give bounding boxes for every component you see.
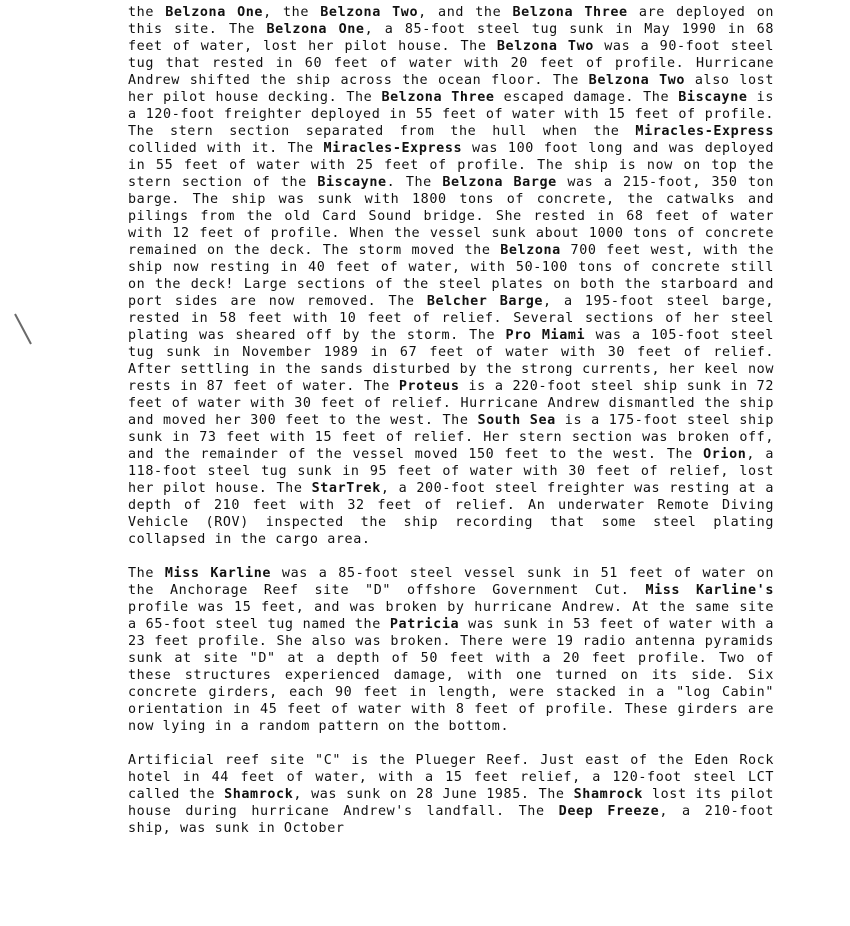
ship-name: Belzona Two xyxy=(320,5,419,20)
text-run: was sunk in 53 feet of water with a 23 feet profile. She also was broken. There were 19 radio antenna pyramids sunk at site "D" at a depth of 50 feet with a 20 feet profile. Two of these structures experienced damage, with one turned on its side. Six concrete girders, each 90 feet in length, were stacked in a "log Cabin" orientation in 45 feet of water with 8 feet of profile. These girders are now lying in a random pattern on the bottom. xyxy=(128,617,775,734)
text-run: profile was 15 feet, and was broken by hurricane Andrew. At the same site a 65-foot steel tug named the xyxy=(128,600,774,632)
text-run: the xyxy=(128,5,166,20)
text-run: , a 195-foot steel barge, rested in 58 feet with 10 feet of relief. Several sections of her steel plating was sheared off by the storm. The xyxy=(128,294,774,343)
ship-name: StarTrek xyxy=(311,481,381,496)
text-run: is a 120-foot freighter deployed in 55 feet of water with 15 feet of profile. The stern section separated from the hull when the xyxy=(128,90,774,139)
text-run: , a 210-foot ship, was sunk in October xyxy=(128,804,774,836)
ship-name: Orion xyxy=(703,447,747,462)
text-run: 700 feet west, with the ship now resting in 40 feet of water, with 50-100 tons of concrete still on the deck! Large sections of the steel plates on both the starboard and port sides are now removed. The xyxy=(128,243,774,309)
ship-name: Belzona One xyxy=(165,5,264,20)
text-run: is a 175-foot steel ship sunk in 73 feet with 15 feet of relief. Her stern section was broken off, and the remainder of the vessel moved 150 feet to the west. The xyxy=(128,413,774,462)
paragraph-ship-reefs xyxy=(128,4,774,548)
paragraph-site-d xyxy=(128,565,774,735)
text-run: , a 85-foot steel tug sunk in May 1990 in 68 feet of water, lost her pilot house. The xyxy=(128,22,775,54)
ship-name: Biscayne xyxy=(678,90,748,105)
ship-name: Belzona Two xyxy=(588,73,686,88)
text-run: escaped damage. The xyxy=(494,90,679,105)
text-run: The xyxy=(128,566,165,581)
text-run: , the xyxy=(263,5,321,20)
ship-name: Belzona Three xyxy=(512,5,628,20)
ship-name: Biscayne xyxy=(317,175,387,190)
text-run: . The xyxy=(386,175,443,190)
ship-name: Belcher Barge xyxy=(426,294,544,309)
text-run: also lost her pilot house decking. The xyxy=(128,73,774,105)
ship-name: Deep Freeze xyxy=(558,804,660,819)
text-run: collided with it. The xyxy=(128,141,324,156)
text-run: , a 118-foot steel tug sunk in 95 feet of water with 30 feet of relief, lost her pilot house. The xyxy=(128,447,774,496)
ship-name: Miss Karline's xyxy=(645,583,774,598)
text-run: , a 200-foot steel freighter was resting at a depth of 210 feet with 32 feet of relief. An underwater Remote Diving Vehicle (ROV) inspected the ship recording that some steel plating collapsed in the cargo area. xyxy=(128,481,774,547)
ship-name: Proteus xyxy=(398,379,460,394)
ship-name: Belzona One xyxy=(266,22,365,37)
scan-artifact-mark xyxy=(14,314,32,345)
paragraph-site-c xyxy=(128,752,774,837)
text-run: , and the xyxy=(418,5,513,20)
text-run: is a 220-foot steel ship sunk in 72 feet of water with 30 feet of relief. Hurricane Andrew dismantled the ship and moved her 300 feet to the west. The xyxy=(128,379,774,428)
ship-name: Pro Miami xyxy=(505,328,586,343)
ship-name: Miracles-Express xyxy=(323,141,463,156)
text-run: , was sunk on 28 June 1985. The xyxy=(293,787,574,802)
text-run: Artificial reef site "C" is the Plueger Reef. Just east of the Eden Rock hotel in 44 feet of water, with a 15 feet relief, a 120-foot steel LCT called the xyxy=(128,753,774,802)
ship-name: Miracles-Express xyxy=(635,124,774,139)
ship-name: Patricia xyxy=(389,617,460,632)
text-run: was a 215-foot, 350 ton barge. The ship was sunk with 1800 tons of concrete, the catwalks and pilings from the old Card Sound bridge. She rested in 68 feet of water with 12 feet of profile. When the vessel sunk about 1000 tons of concrete remained on the deck. The storm moved the xyxy=(128,175,774,258)
ship-name: Belzona Three xyxy=(381,90,495,105)
ship-name: Shamrock xyxy=(224,787,294,802)
document-page xyxy=(128,4,774,837)
text-run: lost its pilot house during hurricane Andrew's landfall. The xyxy=(128,787,775,819)
ship-name: Belzona Two xyxy=(496,39,594,54)
text-run: was a 90-foot steel tug that rested in 60 feet of water with 20 feet of profile. Hurricane Andrew shifted the ship across the ocean floor. The xyxy=(128,39,774,88)
ship-name: Belzona xyxy=(500,243,561,258)
ship-name: Belzona Barge xyxy=(442,175,557,190)
ship-name: South Sea xyxy=(477,413,556,428)
text-run: are deployed on this site. The xyxy=(128,5,775,37)
ship-name: Miss Karline xyxy=(164,566,272,581)
text-run: was a 105-foot steel tug sunk in November 1989 in 67 feet of water with 30 feet of relief. After settling in the sands disturbed by the strong currents, her keel now rests in 87 feet of water. The xyxy=(128,328,774,394)
text-run: was a 85-foot steel vessel sunk in 51 feet of water on the Anchorage Reef site "D" offshore Government Cut. xyxy=(128,566,774,598)
ship-name: Shamrock xyxy=(573,787,643,802)
text-run: was 100 foot long and was deployed in 55 feet of water with 25 feet of profile. The ship is now on top the stern section of the xyxy=(128,141,775,190)
